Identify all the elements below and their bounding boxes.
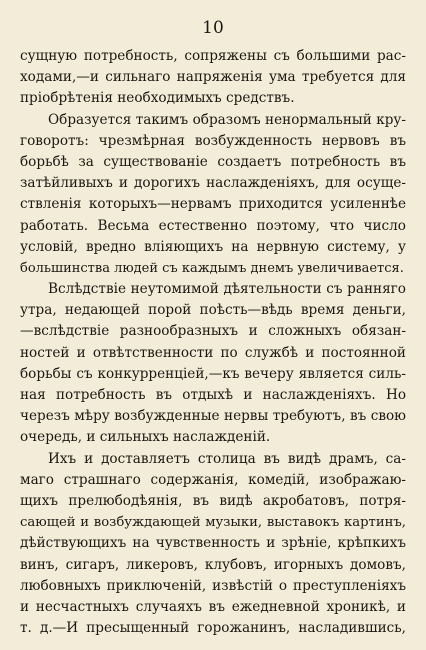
text-line: говоротъ: чрезмѣрная возбужденность нервовъ въ bbox=[20, 132, 406, 149]
text-line: Образуется такимъ образомъ ненормальный кру- bbox=[48, 111, 406, 128]
text-line: ная потребность въ отдыхѣ и наслажденіяхъ. Но bbox=[20, 387, 406, 403]
text-line: сущную потребность, сопряжены съ большими рас- bbox=[20, 48, 406, 64]
text-line: работать. Весьма естественно поэтому, что число bbox=[20, 217, 406, 234]
text-line: борьбѣ за существованіе создаетъ потребность въ bbox=[20, 153, 406, 170]
text-line: дѣйствующихъ на чувственность и зрѣніе, крѣпкихъ bbox=[20, 535, 406, 552]
text-line: —вслѣдствіе разнообразныхъ и сложныхъ обязан- bbox=[20, 323, 406, 340]
text-line: щихъ прелюбодѣянія, въ видѣ акробатовъ, потря- bbox=[20, 492, 406, 509]
page-number: 10 bbox=[202, 18, 224, 38]
text-line: ствленія которыхъ—нервамъ приходится усиленнѣе bbox=[20, 196, 406, 213]
text-line: Вслѣдствіе неутомимой дѣятельности съ ранняго bbox=[48, 281, 406, 298]
text-line: маго страшнаго содержанія, комедій, изображаю- bbox=[20, 471, 406, 488]
text-line: условій, вредно вліяющихъ на нервную систему, у bbox=[20, 238, 406, 255]
text-line: винъ, сигаръ, ликеровъ, клубовъ, игорныхъ домовъ, bbox=[20, 556, 406, 573]
text-line: утра, недающей порой поѣсть—вѣдь время деньги, bbox=[20, 302, 406, 319]
text-line: ностей и отвѣтственности по службѣ и постоянной bbox=[20, 344, 406, 361]
text-line: ходами,—и сильнаго напряженія ума требуется для bbox=[20, 69, 406, 86]
text-line: любовныхъ приключеній, извѣстій о преступленіяхъ bbox=[20, 577, 406, 594]
body-text bbox=[20, 46, 406, 639]
text-line: затѣйливыхъ и дорогихъ наслажденіяхъ, для осуще- bbox=[20, 175, 406, 192]
text-line: черезъ мѣру возбужденные нервы требуютъ, въ свою bbox=[20, 408, 406, 425]
text-line: пріобрѣтенія необходимыхъ средствъ. bbox=[20, 90, 295, 107]
text-line: сающей и возбуждающей музыки, выставокъ картинъ, bbox=[20, 515, 406, 531]
text-line: очередь, и сильныхъ наслажденій. bbox=[20, 429, 271, 446]
text-line: борьбы съ конкурренціей,—къ вечеру является силь- bbox=[20, 365, 406, 382]
text-line: Ихъ и доставляетъ столица въ видѣ драмъ, са- bbox=[48, 450, 406, 467]
text-line: и несчастныхъ случаяхъ въ ежедневной хроникѣ, и bbox=[20, 598, 406, 615]
text-line: т. д.—И пресыщенный горожанинъ, насладившись, bbox=[20, 620, 406, 637]
text-line: большинства людей съ каждымъ днемъ увеличивается. bbox=[20, 260, 404, 276]
